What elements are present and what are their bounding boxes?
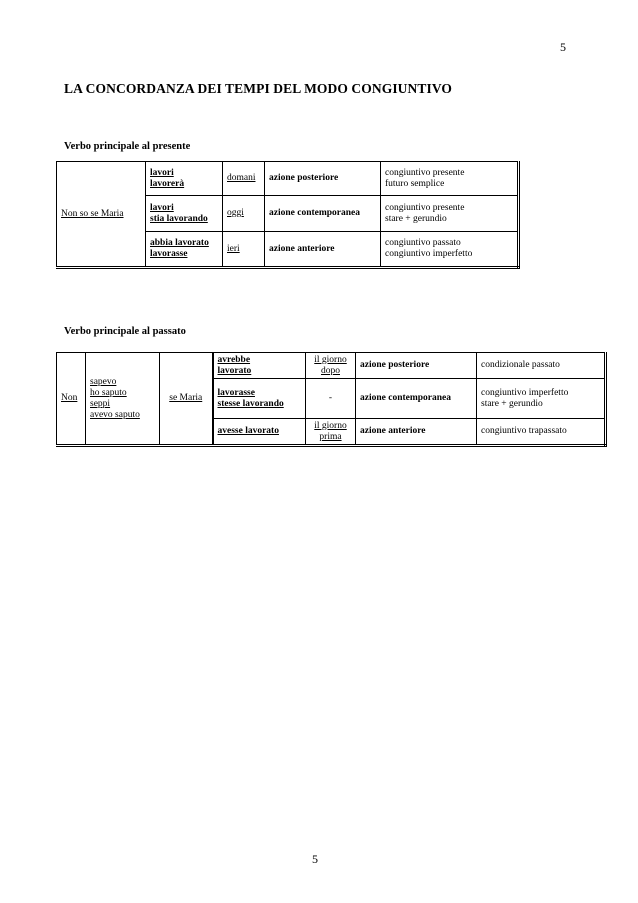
time-cell: oggi	[223, 196, 265, 232]
verb-cell: lavori lavorerà	[146, 162, 223, 196]
action-cell: azione posteriore	[265, 162, 381, 196]
section-heading-present: Verbo principale al presente	[64, 141, 191, 152]
present-tense-table	[56, 161, 520, 269]
page-number-top: 5	[560, 40, 566, 54]
mode-cell: congiuntivo imperfetto stare + gerundio	[477, 379, 606, 419]
mode-cell: congiuntivo presente futuro semplice	[381, 162, 519, 196]
page-title: LA CONCORDANZA DEI TEMPI DEL MODO CONGIUNTIVO	[64, 81, 453, 96]
time-cell: il giorno dopo	[306, 353, 356, 379]
time-cell: -	[306, 379, 356, 419]
action-cell: azione anteriore	[265, 232, 381, 268]
mode-cell: congiuntivo presente stare + gerundio	[381, 196, 519, 232]
subject-cell: Non so se Maria	[61, 208, 124, 219]
verb-cell: lavorasse stesse lavorando	[213, 379, 306, 419]
action-cell: azione anteriore	[356, 419, 477, 446]
mode-cell: condizionale passato	[477, 353, 606, 379]
time-cell: ieri	[223, 232, 265, 268]
mode-cell: congiuntivo passato congiuntivo imperfetto	[381, 232, 519, 268]
verb-cell: avrebbe lavorato	[213, 353, 306, 379]
conj-cell: se Maria	[160, 353, 213, 446]
verb-cell: lavori stia lavorando	[146, 196, 223, 232]
action-cell: azione posteriore	[356, 353, 477, 379]
time-cell: domani	[223, 162, 265, 196]
time-cell: il giorno prima	[306, 419, 356, 446]
section-heading-past: Verbo principale al passato	[64, 326, 186, 337]
action-cell: azione contemporanea	[265, 196, 381, 232]
negation-cell: Non	[61, 393, 78, 403]
verb-cell: abbia lavorato lavorasse	[146, 232, 223, 268]
action-cell: azione contemporanea	[356, 379, 477, 419]
mode-cell: congiuntivo trapassato	[477, 419, 606, 446]
page-number-bottom: 5	[312, 852, 318, 866]
main-verbs-cell: sapevo ho saputo seppi avevo saputo	[86, 353, 160, 446]
verb-cell: avesse lavorato	[213, 419, 306, 446]
past-tense-table	[56, 352, 607, 447]
